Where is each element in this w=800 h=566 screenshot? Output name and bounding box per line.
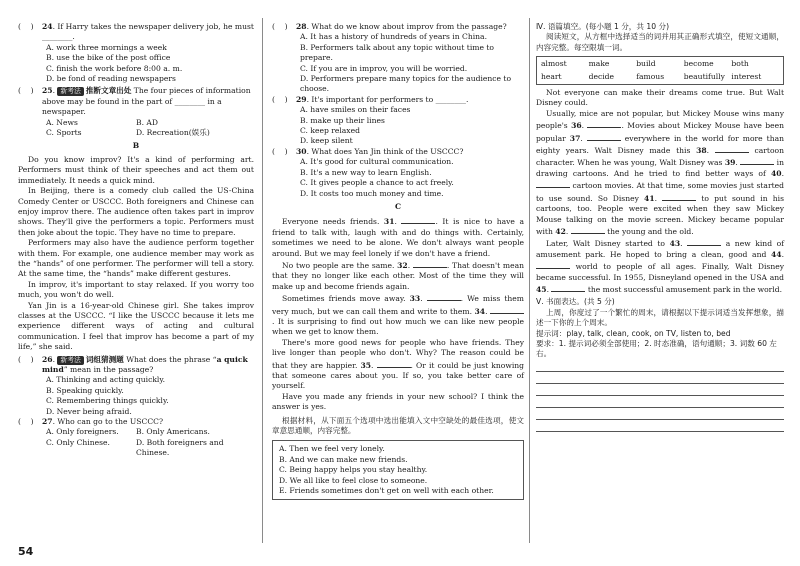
section-5-body: 上周，你度过了一个繁忙的周末，请根据以下提示词适当发挥想象，描述一下你的上个周末。 [536,307,784,328]
option: C. finish the work before 8:00 a. m. [46,63,183,73]
section-4-title: Ⅳ. 语篇填空。(每小题 1 分，共 10 分) [536,22,670,31]
section-5-title: Ⅴ. 书面表达。(共 5 分) [536,297,615,307]
passage-paragraph: Have you made any friends in your new school? I think the answer is yes. [272,391,524,412]
word: build [636,59,656,69]
answer-blank[interactable] [401,215,435,224]
column-divider-right [529,18,530,543]
option: B. use the bike of the post office [46,53,171,63]
option-row: A. Only foreigners. B. Only Americans. [46,427,210,437]
option: D. It costs too much money and time. [300,188,444,198]
question-27: ( ) 27. Who can go to the USCCC? [18,417,164,427]
option: A. work three mornings a week [46,42,167,52]
option-row: A. News B. AD [46,117,158,127]
answer-blank[interactable] [536,260,570,269]
option: A. have smiles on their faces [300,105,411,115]
requirements: 要求：1. 提示词必须全部使用；2. 时态准确，语句通顺；3. 词数 60 左右。 [536,338,777,359]
choice: B. And we can make new friends. [279,454,408,464]
passage-paragraph: Do you know improv? It's a kind of performing art. Performers must think of their speeches and act them out immediately. It needs a quick mind. [18,154,254,185]
column-3 [536,22,784,432]
choice: E. Friends sometimes don't get on well with each other. [279,486,494,496]
question-24: ( ) 24. If Harry takes the newspaper delivery job, he must ________. [18,22,254,42]
passage-paragraph: In improv, it's important to stay relaxed. If you worry too much, you won't do well. [18,279,254,300]
writing-area[interactable] [536,360,784,432]
option: B. It's a new way to learn English. [300,167,432,177]
question-29: ( ) 29. It's important for performers to ________. [272,94,469,104]
answer-blank[interactable] [662,192,696,201]
word: famous [636,71,665,81]
passage-paragraph: Usually, mice are not popular, but Mickey Mouse wins many people's 36. . Movies about Mickey Mouse have been popular 37. everywhere in the world for more than eighty years. Walt Disney made this 38. cartoon character. When he was young, Walt Disney was 39. in drawing cartoons. And he tried to find better ways of 40. cartoon movies. At that time, some movies just started to use sound. So Disney 41. to put sound in his cartoons, too. People were excited when they saw Mickey Mouse talking on the movie screen. Mickey became popular with 42. the young and the old. [536,108,785,236]
column-divider-left [262,18,263,543]
writing-line[interactable] [536,384,784,396]
option: A. It's good for cultural communication. [300,157,454,167]
answer-blank[interactable] [490,305,524,314]
answer-blank[interactable] [587,132,621,141]
column-2 [272,22,524,500]
option: C. keep relaxed [300,126,360,136]
answer-blank[interactable] [427,292,461,301]
new-method-tag: 新考法 [57,87,83,96]
choice: A. Then we feel very lonely. [279,444,385,454]
word: heart [541,71,562,81]
answer-blank[interactable] [377,359,411,368]
passage-paragraph: Performers may also have the audience perform together with them. For example, one audience member may work as the “hands” of one performer. The performer will tell a story. At the same time, the “hands” make different gestures. [18,238,254,279]
passage-paragraph: Later, Walt Disney started to 43. a new kind of amusement park. He hoped to bring a clean, good and 44. world to people of all ages. Finally, Walt Disney became successful. In 1955, Disneyland opened in the USA and 45. the most successful amusement park in the world. [536,239,785,294]
question-26: ( ) 26. 新考法 词组猜测题 What does the phrase “a quick mind” mean in the passage? [18,354,248,374]
word: decide [588,71,614,81]
answer-blank[interactable] [413,259,447,268]
option: B. Performers talk about any topic without time to prepare. [300,42,495,63]
option: D. keep silent [300,136,353,146]
answer-blank[interactable] [587,119,621,128]
option: D. Never being afraid. [46,406,132,416]
section-4-instruction: 阅读短文，从方框中选择适当的词并用其正确形式填空，使短文通顺，内容完整。每空限填一词。 [536,32,784,52]
section-b-heading: B [132,141,140,151]
word: beautifully [683,71,725,81]
option: B. Speaking quickly. [46,385,124,395]
question-25: ( ) 25. 新考法 推断文章出处 The four pieces of information above may be found in the part of ________ in a newspaper. [18,86,251,117]
option: C. It gives people a chance to act freely. [300,178,454,188]
instruction-text: 根据材料，从下面五个选项中选出能填入文中空缺处的最佳选项，使文章意思通顺，内容完整。 [272,415,524,436]
section-c-heading: C [394,201,402,211]
question-30: ( ) 30. What does Yan Jin think of the USCCC? [272,146,464,156]
answer-blank[interactable] [715,144,749,153]
answer-blank[interactable] [536,179,570,188]
answer-blank[interactable] [687,237,721,246]
writing-line[interactable] [536,372,784,384]
option: A. It has a history of hundreds of years in China. [300,32,487,42]
option: D. Performers prepare many topics for the audience to choose. [300,74,512,94]
passage-paragraph: In Beijing, there is a comedy club called the US-China Comedy Center or USCCC. Both foreigners and Chinese can enjoy improv there. The audience often takes part in improv shows. They'll give the performers a topic. Performers must then joke about the topic. They have no time to prepare. [18,186,254,237]
word: both [731,59,749,69]
page-number: 54 [18,545,34,558]
word: interest [731,71,762,81]
passage-intro: Not everyone can make their dreams come true. But Walt Disney could. [536,88,784,108]
option: C. If you are in improv, you will be worried. [300,63,468,73]
passage-paragraph: No two people are the same. 32. . That doesn't mean that they no longer like each other. Most of the time they will make up and become friends again. [272,260,524,291]
answer-blank[interactable] [551,283,585,292]
passage-paragraph: Everyone needs friends. 31. . It is nice to have a friend to talk with, laugh with and do things with. Certainly, sometimes we need to be alone. We don't always want people around. But we may feel lonely if we don't have a friend. [272,217,524,258]
new-method-tag: 新考法 [57,356,83,365]
choice: D. We all like to feel close to someone. [279,475,428,485]
writing-line[interactable] [536,408,784,420]
hint-words: 提示词：play, talk, clean, cook, on TV, listen to, bed [536,328,731,338]
writing-line[interactable] [536,360,784,372]
option-row: C. Sports D. Recreation(娱乐) [46,128,210,138]
option: C. Remembering things quickly. [46,396,169,406]
option: A. Thinking and acting quickly. [46,375,166,385]
choice: C. Being happy helps you stay healthy. [279,465,428,475]
word: become [683,59,714,69]
choices-box [272,440,524,500]
answer-blank[interactable] [740,156,774,165]
word: make [588,59,610,69]
option: D. be fond of reading newspapers [46,74,176,84]
option-row: C. Only Chinese. D. Both foreigners and Chinese. [46,437,224,458]
question-28: ( ) 28. What do we know about improv from the passage? [272,22,507,31]
word-box [536,56,784,85]
writing-line[interactable] [536,396,784,408]
option: B. make up their lines [300,115,385,125]
passage-paragraph: Sometimes friends move away. 33. . We miss them very much, but we can call them and write to them. 34. . It is surprising to find out how much we can like new people when we get to know them. [272,294,525,337]
passage-paragraph: There's more good news for people who have friends. They live longer than people who don't. Why? The reason could be that they are happier. 35. . Or it could be just knowing that someone cares about you. If so, you take better care of yourself. [272,337,525,391]
word: almost [541,59,567,69]
answer-blank[interactable] [571,225,605,234]
writing-line[interactable] [536,420,784,432]
passage-paragraph: Yan Jin is a 16-year-old Chinese girl. She takes improv classes at the USCCC. “I like the USCCC because it lets me experience different ways of acting and cultural communication. I feel that improv has become a part of my life,” she said. [18,300,254,352]
column-1 [18,22,254,459]
